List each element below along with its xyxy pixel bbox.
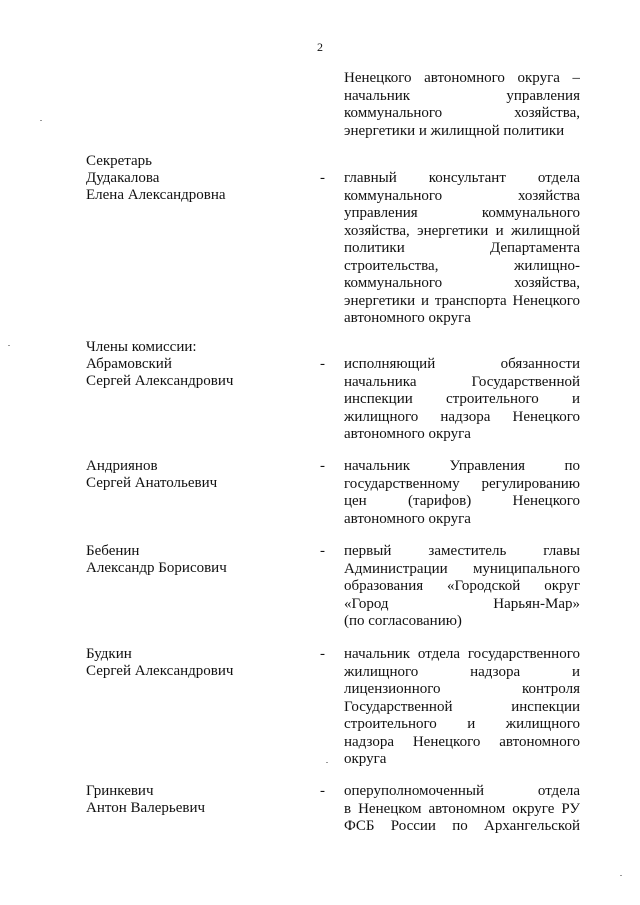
intro-description xyxy=(344,70,580,140)
member-dash: - xyxy=(320,356,325,372)
member-desc-line: государственному регулированию xyxy=(344,475,580,492)
member-desc-line: исполняющий обязанности xyxy=(344,356,580,372)
member-surname: Андриянов xyxy=(86,458,158,474)
member-surname: Будкин xyxy=(86,646,132,662)
secretary-dash: - xyxy=(320,170,325,186)
member-surname: Абрамовский xyxy=(86,356,172,372)
member-desc-line: ФСБ России по Архангельской xyxy=(344,818,580,834)
member-desc-line: жилищного надзора и xyxy=(344,663,580,680)
secretary-line: коммунального хозяйства, xyxy=(344,275,580,291)
member-desc-line: Администрации муниципального xyxy=(344,560,580,577)
member-desc-line: оперуполномоченный отдела xyxy=(344,783,580,799)
secretary-description xyxy=(344,170,580,328)
member-desc-line: в Ненецком автономном округе РУ xyxy=(344,800,580,817)
member-given-name: Сергей Анатольевич xyxy=(86,475,218,491)
member-desc-line: цен (тарифов) Ненецкого xyxy=(344,493,580,509)
member-dash: - xyxy=(320,646,325,662)
member-dash: - xyxy=(320,458,325,474)
scan-speck xyxy=(326,762,328,763)
member-desc-line: инспекции строительного и xyxy=(344,391,580,407)
member-description xyxy=(344,543,580,631)
member-description xyxy=(344,356,580,444)
secretary-heading: Секретарь xyxy=(86,153,153,169)
intro-line: начальник управления xyxy=(344,87,580,104)
member-given-name: Александр Борисович xyxy=(86,560,227,576)
member-surname: Гринкевич xyxy=(86,783,154,799)
member-dash: - xyxy=(320,783,325,799)
secretary-line: автономного округа xyxy=(344,310,471,326)
secretary-line: главный консультант отдела xyxy=(344,170,580,186)
page-number: 2 xyxy=(317,40,323,54)
member-dash: - xyxy=(320,543,325,559)
members-heading: Члены комиссии: xyxy=(86,339,197,355)
member-desc-line: образования «Городской округ xyxy=(344,578,580,594)
intro-line: Ненецкого автономного округа – xyxy=(344,70,580,86)
member-desc-line: строительного и жилищного xyxy=(344,716,580,732)
member-description xyxy=(344,646,580,769)
member-desc-line: начальник отдела государственного xyxy=(344,646,580,662)
secretary-line: коммунального хозяйства xyxy=(344,187,580,204)
scan-speck xyxy=(8,345,10,346)
member-desc-line: (по согласованию) xyxy=(344,613,462,629)
secretary-surname: Дудакалова xyxy=(86,170,160,186)
member-description xyxy=(344,783,580,836)
intro-line: энергетики и жилищной политики xyxy=(344,122,565,139)
member-desc-line: «Город Нарьян-Мар» xyxy=(344,595,580,612)
member-given-name: Антон Валерьевич xyxy=(86,800,206,816)
member-given-name: Сергей Александрович xyxy=(86,373,234,389)
member-desc-line: автономного округа xyxy=(344,426,471,442)
member-desc-line: Государственной инспекции xyxy=(344,698,580,715)
member-surname: Бебенин xyxy=(86,543,140,559)
member-desc-line: начальник Управления по xyxy=(344,458,580,474)
intro-line: коммунального хозяйства, xyxy=(344,105,580,121)
member-given-name: Сергей Александрович xyxy=(86,663,234,679)
secretary-line: управления коммунального xyxy=(344,205,580,221)
member-desc-line: округа xyxy=(344,751,387,767)
member-desc-line: автономного округа xyxy=(344,510,471,527)
secretary-line: политики Департамента xyxy=(344,240,580,256)
member-desc-line: начальника Государственной xyxy=(344,373,580,390)
secretary-given-name: Елена Александровна xyxy=(86,187,226,203)
member-desc-line: надзора Ненецкого автономного xyxy=(344,733,580,750)
scan-speck xyxy=(620,875,622,876)
scan-speck xyxy=(40,120,42,121)
secretary-line: хозяйства, энергетики и жилищной xyxy=(344,222,580,239)
member-description xyxy=(344,458,580,528)
member-desc-line: жилищного надзора Ненецкого xyxy=(344,408,580,425)
secretary-line: строительства, жилищно- xyxy=(344,257,580,274)
secretary-line: энергетики и транспорта Ненецкого xyxy=(344,292,580,309)
member-desc-line: лицензионного контроля xyxy=(344,681,580,697)
member-desc-line: первый заместитель главы xyxy=(344,543,580,559)
